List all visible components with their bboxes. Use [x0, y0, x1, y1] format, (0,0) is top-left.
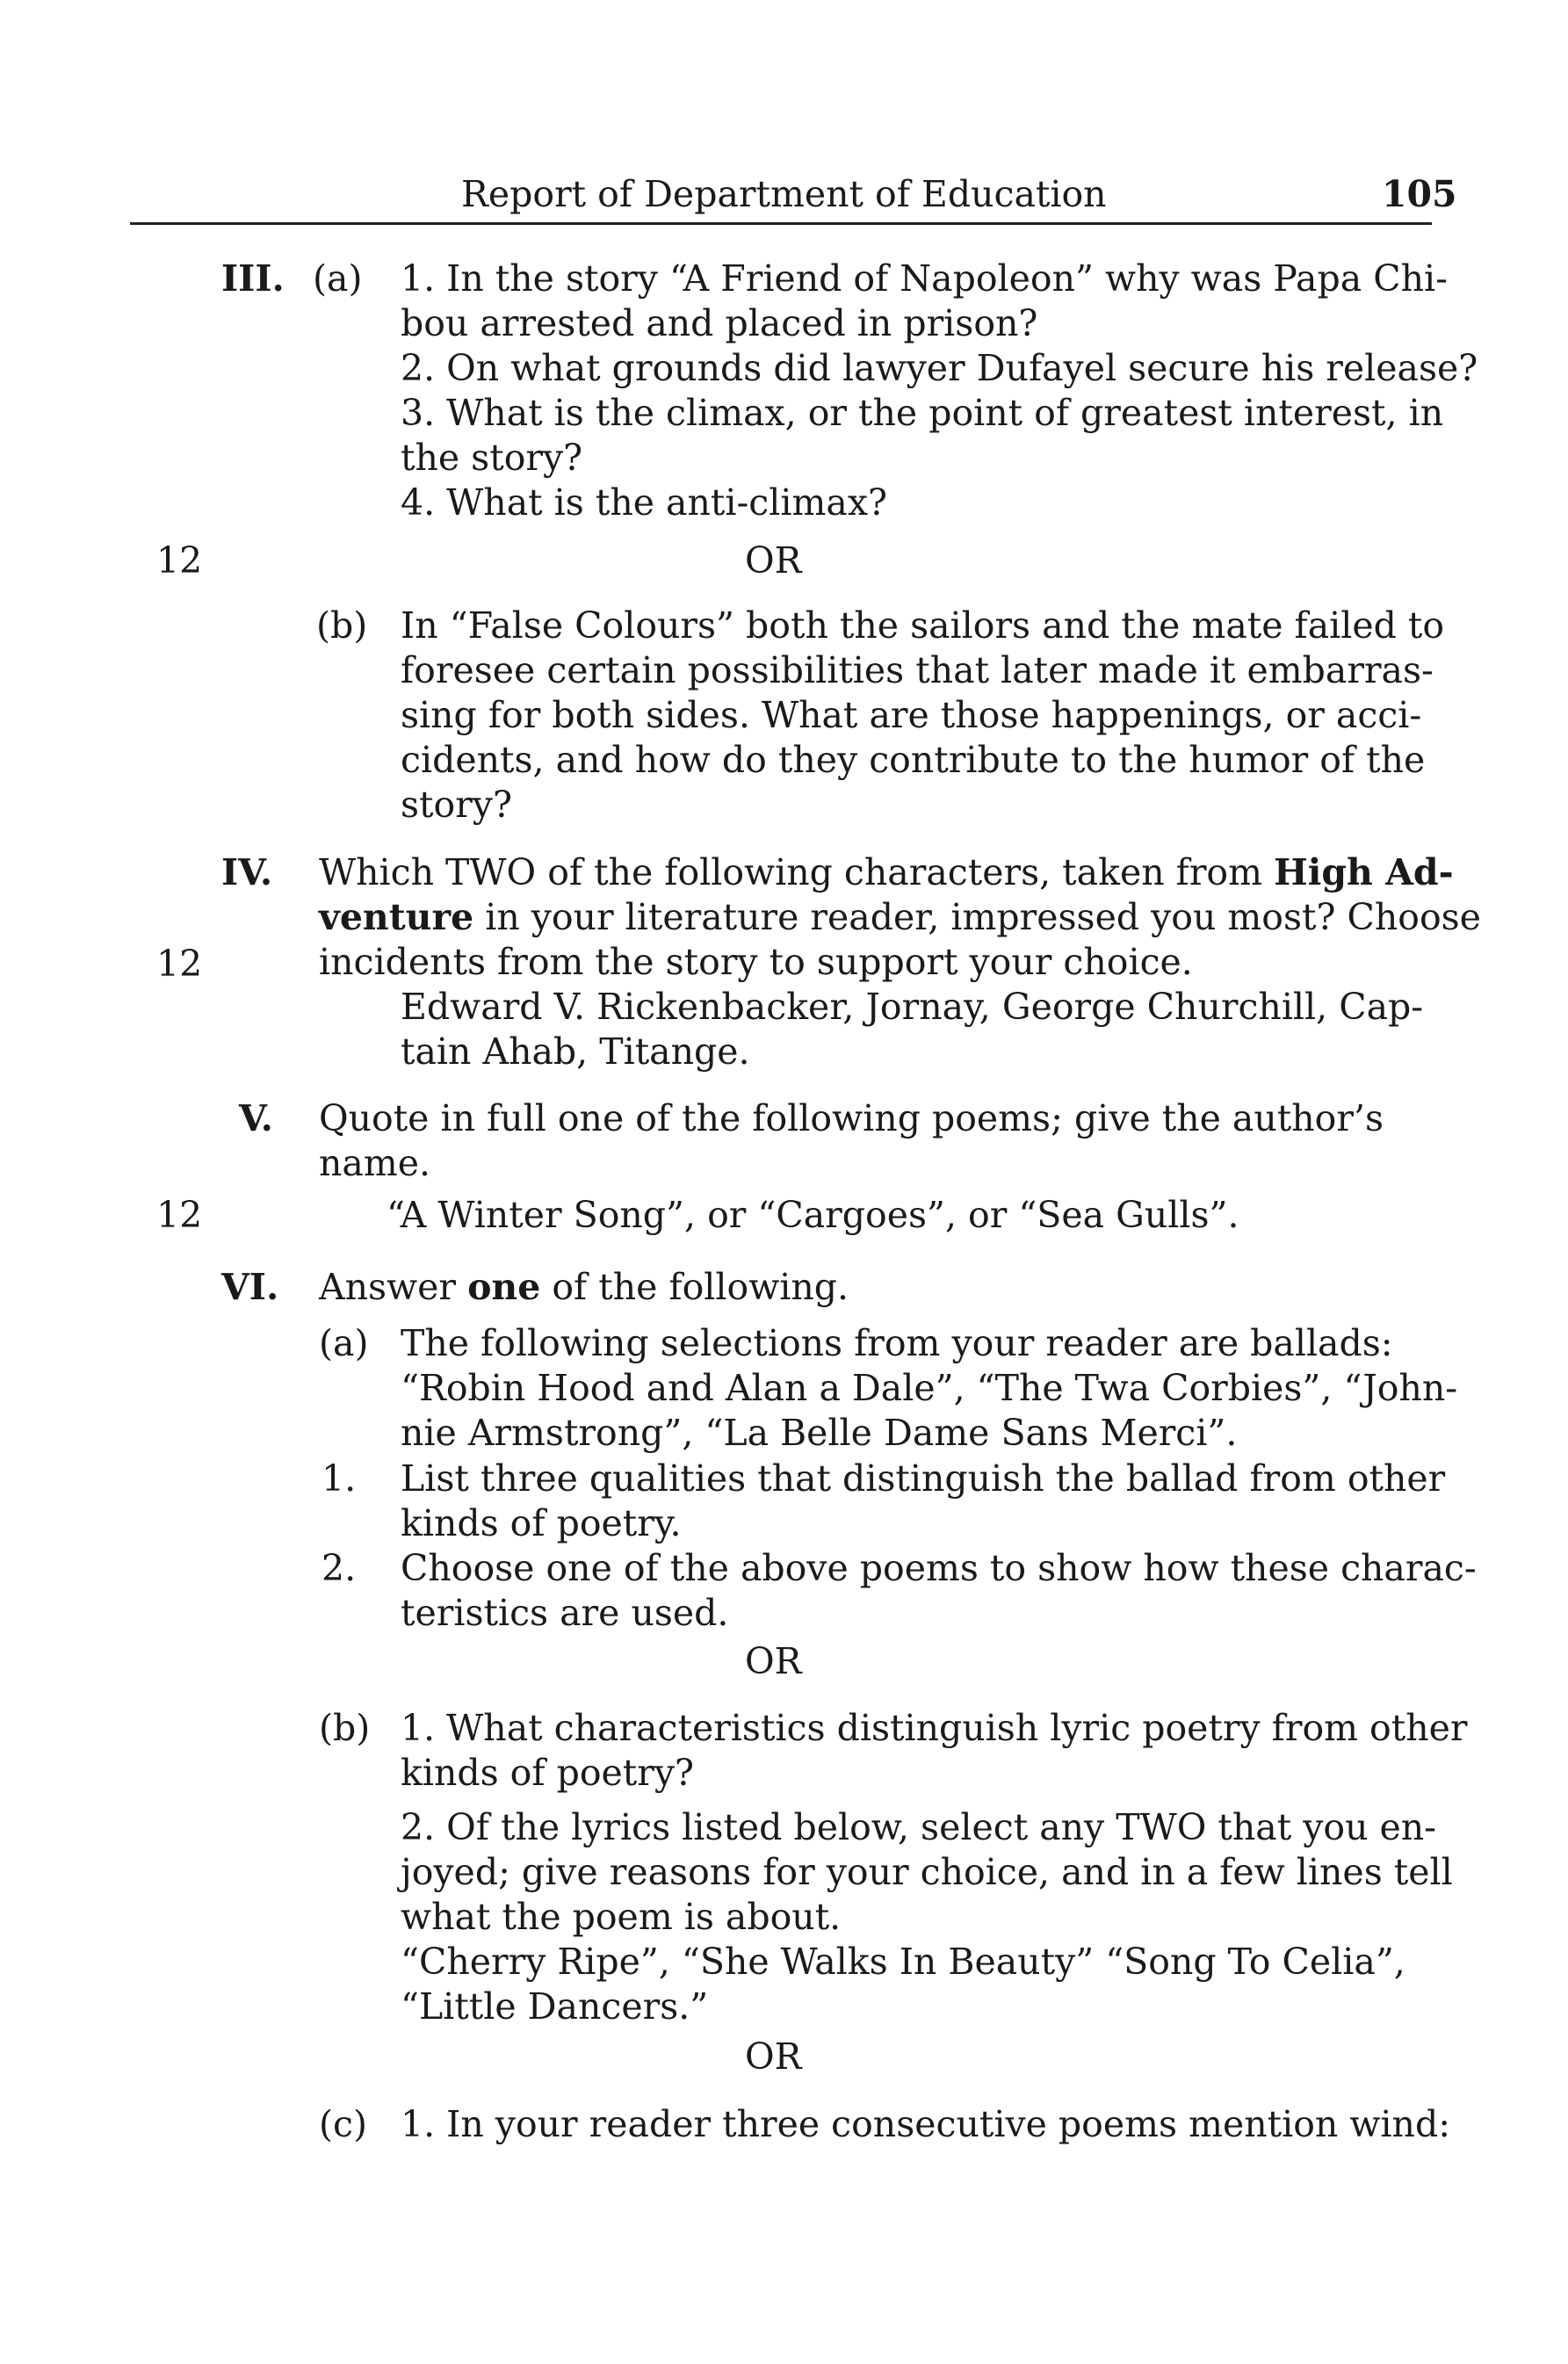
text-line: In “False Colours” both the sailors and the mate failed to: [401, 604, 1445, 647]
header-rule: [130, 222, 1432, 225]
or-divider: OR: [745, 2035, 802, 2078]
text-line: Choose one of the above poems to show how these charac-: [401, 1547, 1477, 1589]
text-line: story?: [401, 784, 512, 826]
text-run: in your literature reader, impressed you most? Choose: [485, 896, 1481, 938]
margin-mark: 12: [156, 539, 203, 582]
part-label: (a): [319, 1322, 369, 1364]
text-line: 4. What is the anti-climax?: [401, 481, 887, 524]
page-number: 105: [1382, 173, 1457, 215]
part-label: (a): [313, 257, 363, 300]
text-line: incidents from the story to support your choice.: [319, 941, 1193, 983]
text-line: 1. What characteristics distinguish lyric poetry from other: [401, 1707, 1468, 1749]
margin-mark: 12: [156, 943, 203, 985]
text-line: tain Ahab, Titange.: [401, 1030, 750, 1073]
text-line: 1. In the story “A Friend of Napoleon” why was Papa Chi-: [401, 257, 1448, 300]
text-line: List three qualities that distinguish the ballad from other: [401, 1457, 1446, 1500]
text-line: sing for both sides. What are those happenings, or acci-: [401, 694, 1422, 736]
question-number: IV.: [221, 851, 273, 893]
text-run: Which TWO of the following characters, taken from: [319, 851, 1262, 893]
text-line: kinds of poetry?: [401, 1752, 694, 1794]
text-line: [319, 850, 1454, 895]
text-line: nie Armstrong”, “La Belle Dame Sans Merci”.: [401, 1412, 1238, 1454]
item-number: 2.: [322, 1547, 357, 1589]
text-line: Edward V. Rickenbacker, Jornay, George Churchill, Cap-: [401, 986, 1424, 1028]
text-run: of the following.: [552, 1266, 849, 1308]
part-label: (c): [319, 2103, 367, 2145]
text-line: “Robin Hood and Alan a Dale”, “The Twa Corbies”, “John-: [401, 1367, 1458, 1409]
text-line: 1. In your reader three consecutive poems mention wind:: [401, 2103, 1451, 2145]
running-title: Report of Department of Education: [461, 173, 1107, 215]
text-line: “Cherry Ripe”, “She Walks In Beauty” “Song To Celia”,: [401, 1941, 1405, 1983]
question-number: III.: [221, 257, 285, 300]
text-line: Quote in full one of the following poems; give the author’s: [319, 1097, 1384, 1139]
item-number: 1.: [322, 1457, 357, 1500]
text-line: kinds of poetry.: [401, 1502, 682, 1544]
book-title: High Ad-: [1274, 851, 1454, 893]
text-line: The following selections from your reader are ballads:: [401, 1322, 1393, 1364]
text-line: 2. Of the lyrics listed below, select any TWO that you en-: [401, 1806, 1437, 1848]
text-line: bou arrested and placed in prison?: [401, 302, 1038, 344]
text-line: joyed; give reasons for your choice, and in a few lines tell: [401, 1851, 1453, 1893]
text-line: foresee certain possibilities that later made it embarras-: [401, 649, 1434, 691]
question-number: V.: [239, 1097, 273, 1139]
text-line: “Little Dancers.”: [401, 1985, 709, 2028]
text-line: [319, 1265, 849, 1310]
or-divider: OR: [745, 539, 802, 582]
poem-list: “A Winter Song”, or “Cargoes”, or “Sea Gulls”.: [387, 1194, 1239, 1236]
text-line: cidents, and how do they contribute to the humor of the: [401, 739, 1426, 781]
text-line: 3. What is the climax, or the point of greatest interest, in: [401, 392, 1444, 434]
question-number: VI.: [221, 1266, 279, 1308]
text-line: name.: [319, 1142, 431, 1184]
text-line: 2. On what grounds did lawyer Dufayel secure his release?: [401, 347, 1478, 389]
emphasis: one: [467, 1266, 541, 1308]
text-line: what the poem is about.: [401, 1896, 842, 1938]
book-title: venture: [319, 896, 474, 938]
text-line: [319, 895, 1481, 940]
part-label: (b): [316, 604, 368, 647]
text-line: the story?: [401, 437, 583, 479]
part-label: (b): [319, 1707, 371, 1749]
margin-mark: 12: [156, 1194, 203, 1236]
or-divider: OR: [745, 1640, 802, 1682]
text-line: teristics are used.: [401, 1592, 729, 1634]
text-run: Answer: [319, 1266, 457, 1308]
